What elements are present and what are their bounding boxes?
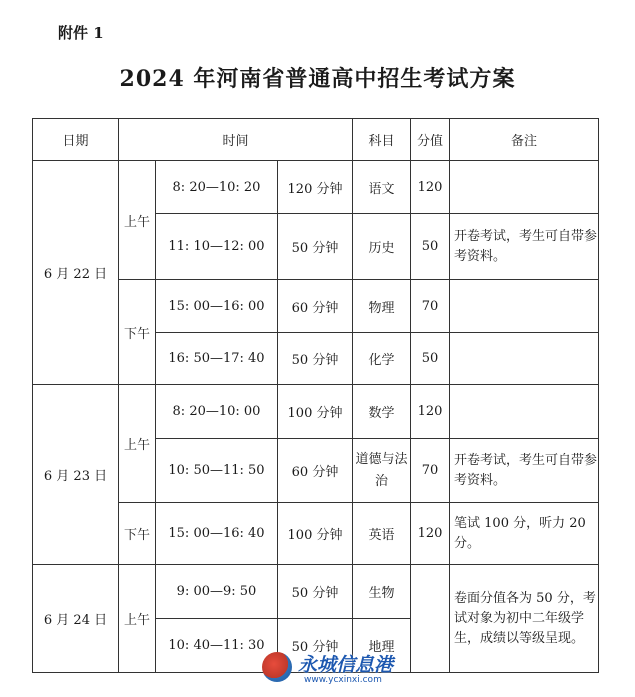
duration-cell: 50 分钟	[278, 619, 353, 673]
note-cell: 开卷考试，考生可自带参考资料。	[450, 214, 599, 280]
time-cell: 15: 00—16: 40	[156, 503, 278, 565]
subject-cell: 化学	[353, 333, 411, 385]
duration-cell: 50 分钟	[278, 565, 353, 619]
document-title: 2024 年河南省普通高中招生考试方案	[119, 66, 516, 92]
duration-cell: 120 分钟	[278, 161, 353, 214]
table-row	[33, 385, 599, 439]
note-cell-empty	[450, 280, 599, 333]
subject-cell: 道德与法治	[353, 439, 411, 503]
table-row	[33, 565, 599, 619]
duration-cell: 100 分钟	[278, 385, 353, 439]
period-morning: 上午	[119, 161, 156, 280]
note-cell: 卷面分值各为 50 分，考试对象为初中二年级学生，成绩以等级呈现。	[450, 565, 599, 673]
watermark-name: 永城信息港	[298, 654, 394, 676]
note-cell-empty	[450, 385, 599, 439]
note-cell: 开卷考试，考生可自带参考资料。	[450, 439, 599, 503]
duration-cell: 100 分钟	[278, 503, 353, 565]
period-afternoon: 下午	[119, 280, 156, 385]
duration-cell: 50 分钟	[278, 214, 353, 280]
time-cell: 8: 20—10: 20	[156, 161, 278, 214]
subject-cell: 物理	[353, 280, 411, 333]
date-cell: 6 月 23 日	[33, 385, 119, 565]
header-time: 时间	[119, 119, 353, 161]
note-cell-empty	[450, 161, 599, 214]
duration-cell: 50 分钟	[278, 333, 353, 385]
time-cell: 8: 20—10: 00	[156, 385, 278, 439]
exam-schedule-table	[32, 118, 599, 673]
duration-cell: 60 分钟	[278, 439, 353, 503]
watermark-url: www.ycxinxi.com	[304, 675, 382, 685]
score-cell: 120	[411, 503, 450, 565]
subject-cell: 生物	[353, 565, 411, 619]
time-cell: 11: 10—12: 00	[156, 214, 278, 280]
table-row	[33, 161, 599, 214]
globe-icon	[262, 652, 292, 682]
header-score: 分值	[411, 119, 450, 161]
time-cell: 9: 00—9: 50	[156, 565, 278, 619]
attachment-label: 附件 1	[58, 24, 104, 42]
score-cell-empty	[411, 565, 450, 673]
score-cell: 120	[411, 161, 450, 214]
header-row	[33, 119, 599, 161]
date-cell: 6 月 22 日	[33, 161, 119, 385]
note-cell-empty	[450, 333, 599, 385]
note-cell: 笔试 100 分，听力 20 分。	[450, 503, 599, 565]
time-cell: 16: 50—17: 40	[156, 333, 278, 385]
period-morning: 上午	[119, 385, 156, 503]
subject-cell: 历史	[353, 214, 411, 280]
header-date: 日期	[33, 119, 119, 161]
header-subject: 科目	[353, 119, 411, 161]
score-cell: 70	[411, 439, 450, 503]
score-cell: 50	[411, 333, 450, 385]
subject-cell: 地理	[353, 619, 411, 673]
period-afternoon: 下午	[119, 503, 156, 565]
time-cell: 10: 50—11: 50	[156, 439, 278, 503]
date-cell: 6 月 24 日	[33, 565, 119, 673]
watermark-logo	[258, 650, 408, 690]
header-note: 备注	[450, 119, 599, 161]
period-morning: 上午	[119, 565, 156, 673]
score-cell: 70	[411, 280, 450, 333]
score-cell: 120	[411, 385, 450, 439]
time-cell: 15: 00—16: 00	[156, 280, 278, 333]
duration-cell: 60 分钟	[278, 280, 353, 333]
subject-cell: 数学	[353, 385, 411, 439]
time-cell: 10: 40—11: 30	[156, 619, 278, 673]
score-cell: 50	[411, 214, 450, 280]
subject-cell: 语文	[353, 161, 411, 214]
subject-cell: 英语	[353, 503, 411, 565]
